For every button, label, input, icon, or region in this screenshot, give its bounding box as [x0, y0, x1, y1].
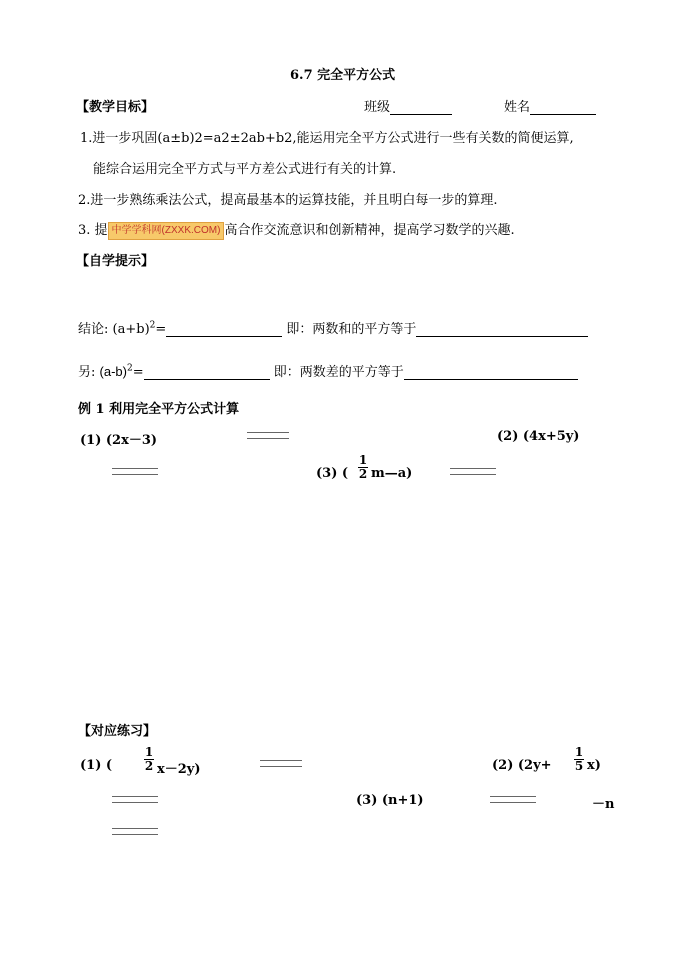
equals-mark: [450, 468, 496, 475]
equals-mark: [112, 468, 158, 475]
practice-problem-1-pre: (1) (: [80, 758, 113, 773]
goal-item-1b: 能综合运用完全平方式与平方差公式进行有关的计算.: [93, 162, 397, 177]
practice-problem-1-post: x－2y): [157, 762, 201, 777]
fraction-denominator: 2: [358, 467, 368, 481]
conclusion-exp: 2: [149, 320, 156, 331]
equals-mark: [112, 796, 158, 803]
equals-mark: [247, 432, 289, 439]
conclusion-blank-1[interactable]: [166, 336, 282, 337]
practice-problem-1-fraction: [144, 746, 154, 773]
alt-label: 另:: [78, 365, 96, 380]
practice-problem-3-tail: －n: [592, 797, 615, 812]
alt-blank-2[interactable]: [404, 379, 578, 380]
practice-heading: 【对应练习】: [78, 724, 157, 739]
self-study-heading: 【自学提示】: [76, 254, 155, 269]
goals-heading: 【教学目标】: [76, 100, 155, 115]
example-heading: 例 1 利用完全平方公式计算: [78, 402, 240, 417]
example-problem-2: (2) (4x+5y): [497, 429, 580, 444]
example-problem-3-pre: (3) (: [316, 466, 349, 481]
practice-problem-2-post: x): [587, 758, 601, 773]
alt-eq: =: [132, 365, 144, 380]
goal-item-3-suffix: 高合作交流意识和创新精神，提高学习数学的兴趣.: [224, 223, 515, 238]
watermark-logo: 中学学科网(ZXXK.COM): [108, 222, 225, 240]
equals-mark: [490, 796, 536, 803]
fraction-numerator: 1: [144, 745, 154, 759]
alt-row: [78, 361, 578, 380]
conclusion-eq: =: [155, 322, 167, 337]
conclusion-label: 结论:: [78, 322, 109, 337]
name-blank[interactable]: [530, 114, 596, 115]
conclusion-mid: 即：两数和的平方等于: [286, 322, 417, 337]
alt-blank-1[interactable]: [144, 379, 270, 380]
class-blank[interactable]: [390, 114, 452, 115]
conclusion-blank-2[interactable]: [416, 336, 588, 337]
class-label: 班级: [364, 100, 391, 115]
name-field: [504, 96, 596, 115]
goal-item-2: 2.进一步熟练乘法公式，提高最基本的运算技能，并且明白每一步的算理.: [78, 193, 498, 208]
alt-mid: 即：两数差的平方等于: [273, 365, 404, 380]
fraction-denominator: 5: [574, 759, 584, 773]
goal-item-3-prefix: 3. 提: [78, 223, 108, 238]
goal-item-1a: 1.进一步巩固(a±b)2=a2±2ab+b2,能运用完全平方公式进行一些有关数的简便运算,: [80, 131, 574, 146]
alt-exp: 2: [126, 363, 133, 374]
practice-problem-2-fraction: [574, 746, 584, 773]
practice-problem-2-pre: (2) (2y+: [492, 758, 552, 773]
fraction-numerator: 1: [574, 745, 584, 759]
equals-mark: [112, 828, 158, 835]
equals-mark: [260, 760, 302, 767]
fraction-denominator: 2: [144, 759, 154, 773]
goal-item-3: [78, 219, 515, 240]
practice-problem-3: (3) (n+1): [356, 793, 424, 808]
alt-expr: (a-b): [99, 364, 127, 379]
example-problem-3-fraction: [358, 454, 368, 481]
class-field: [364, 96, 452, 115]
example-problem-3-post: m—a): [371, 466, 413, 481]
conclusion-expr: (a+b): [112, 322, 150, 337]
page-title: 6.7 完全平方公式: [290, 68, 396, 83]
example-problem-1: (1) (2x－3): [80, 433, 158, 448]
conclusion-row: [78, 318, 588, 337]
fraction-numerator: 1: [358, 453, 368, 467]
name-label: 姓名: [504, 100, 531, 115]
